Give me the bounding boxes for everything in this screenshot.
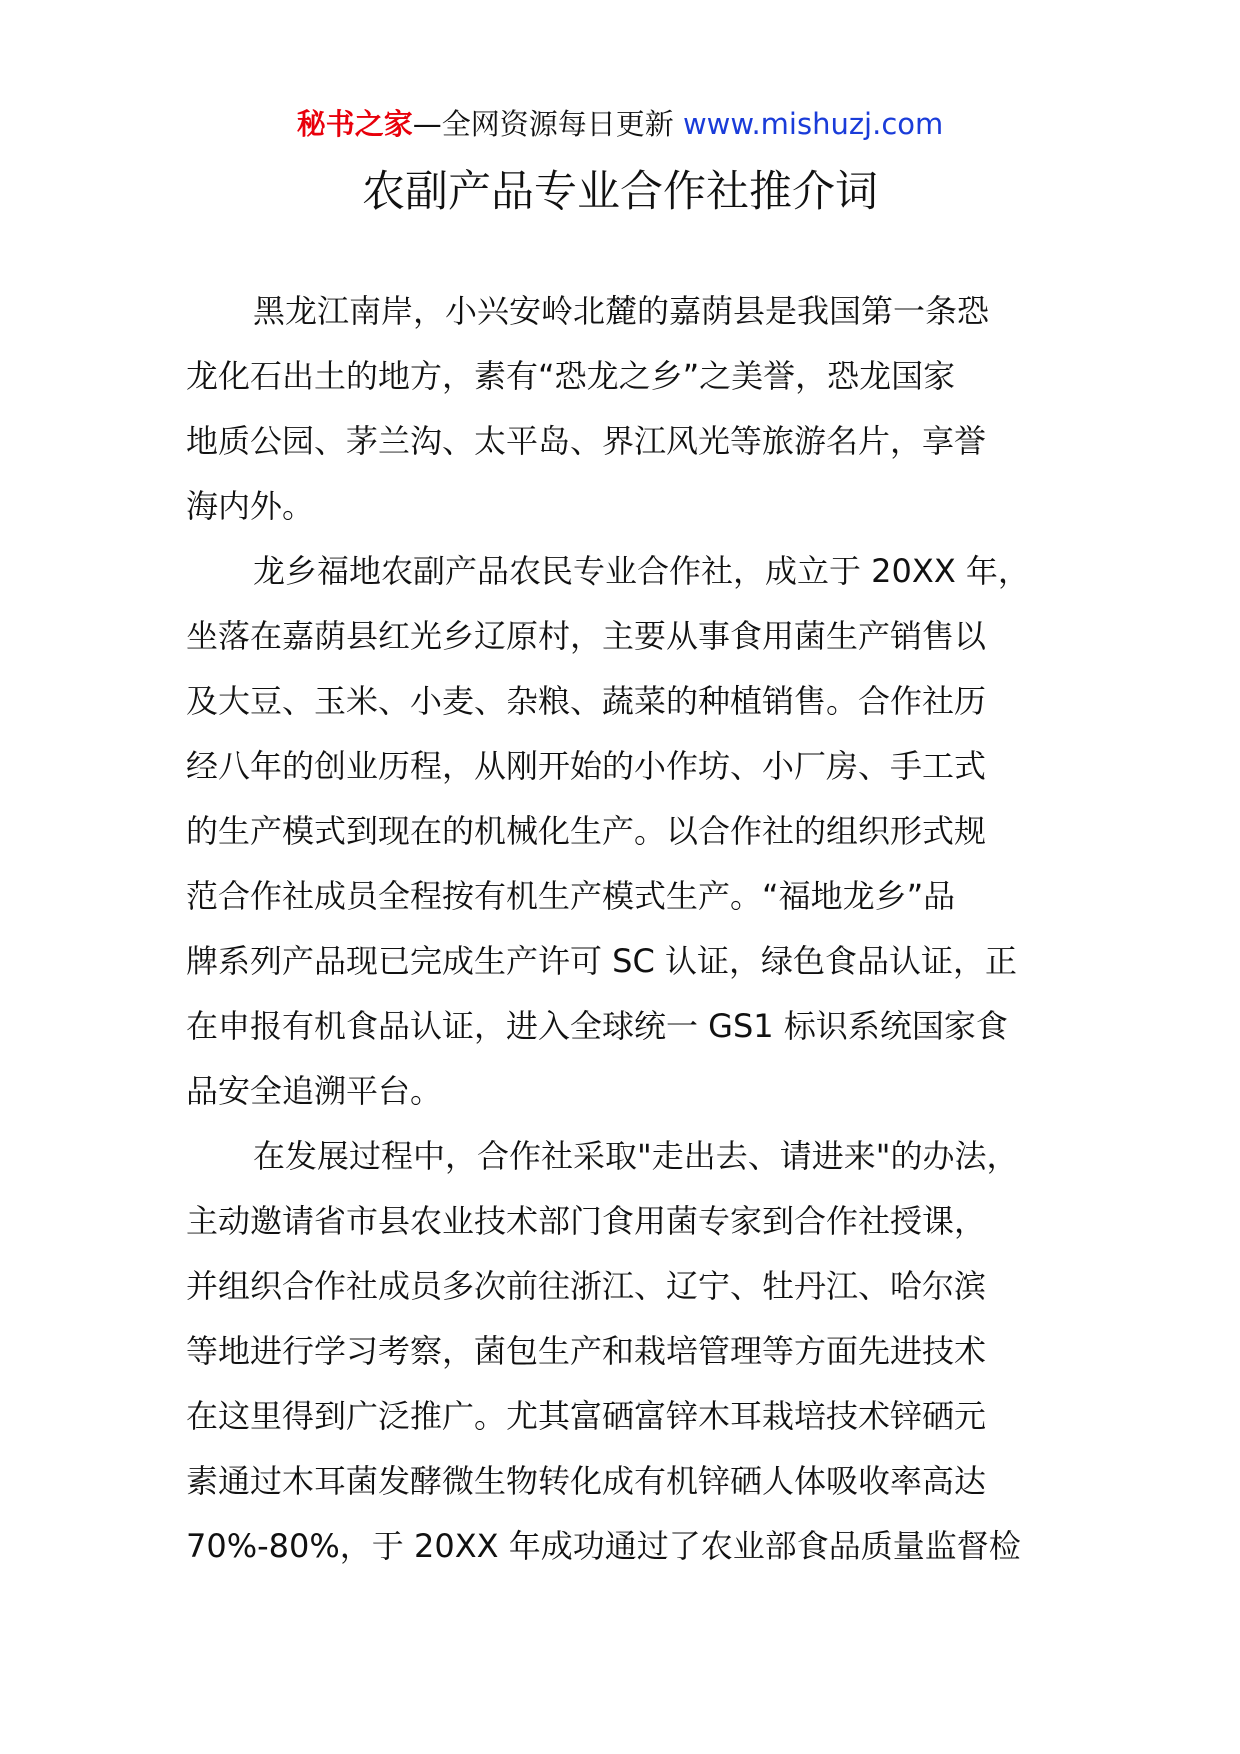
paragraph-3-line: 在发展过程中，合作社采取"走出去、请进来"的办法， [253, 1137, 1019, 1175]
paragraph-2-line: 龙乡福地农副产品农民专业合作社，成立于 20XX 年， [253, 552, 1030, 590]
paragraph-2-line: 牌系列产品现已完成生产许可 SC 认证，绿色食品认证，正 [186, 942, 1018, 980]
paragraph-1-line: 海内外。 [186, 487, 315, 525]
paragraph-2-line: 的生产模式到现在的机械化生产。以合作社的组织形式规 [186, 812, 987, 850]
document-title: 农副产品专业合作社推介词 [362, 167, 878, 217]
paragraph-2-line: 及大豆、玉米、小麦、杂粮、蔬菜的种植销售。合作社历 [186, 682, 987, 720]
paragraph-2-line: 品安全追溯平台。 [186, 1072, 443, 1110]
document-body [186, 287, 1056, 1587]
paragraph-2-line: 在申报有机食品认证，进入全球统一 GS1 标识系统国家食 [186, 1007, 1008, 1045]
paragraph-2-line: 坐落在嘉荫县红光乡辽原村，主要从事食用菌生产销售以 [186, 617, 987, 655]
paragraph-1-line: 龙化石出土的地方，素有“恐龙之乡”之美誉，恐龙国家 [186, 357, 956, 395]
brand-name: 秘书之家 [296, 107, 413, 141]
paragraph-3-line: 在这里得到广泛推广。尤其富硒富锌木耳栽培技术锌硒元 [186, 1397, 987, 1435]
header-tagline: —全网资源每日更新 [412, 107, 674, 141]
paragraph-2-line: 经八年的创业历程，从刚开始的小作坊、小厂房、手工式 [186, 747, 987, 785]
paragraph-2-line: 范合作社成员全程按有机生产模式生产。“福地龙乡”品 [186, 877, 956, 915]
site-header [0, 104, 1240, 144]
paragraph-1-line: 地质公园、茅兰沟、太平岛、界江风光等旅游名片，享誉 [186, 422, 987, 460]
paragraph-3-line: 等地进行学习考察，菌包生产和栽培管理等方面先进技术 [186, 1332, 987, 1370]
paragraph-3-line: 主动邀请省市县农业技术部门食用菌专家到合作社授课， [186, 1202, 987, 1240]
paragraph-3-line: 70%-80%，于 20XX 年成功通过了农业部食品质量监督检 [186, 1527, 1021, 1565]
paragraph-3-line: 并组织合作社成员多次前往浙江、辽宁、牡丹江、哈尔滨 [186, 1267, 987, 1305]
site-url-link[interactable]: www.mishuzj.com [682, 107, 944, 141]
paragraph-1-line: 黑龙江南岸，小兴安岭北麓的嘉荫县是我国第一条恐 [253, 292, 990, 330]
paragraph-3-line: 素通过木耳菌发酵微生物转化成有机锌硒人体吸收率高达 [186, 1462, 987, 1500]
